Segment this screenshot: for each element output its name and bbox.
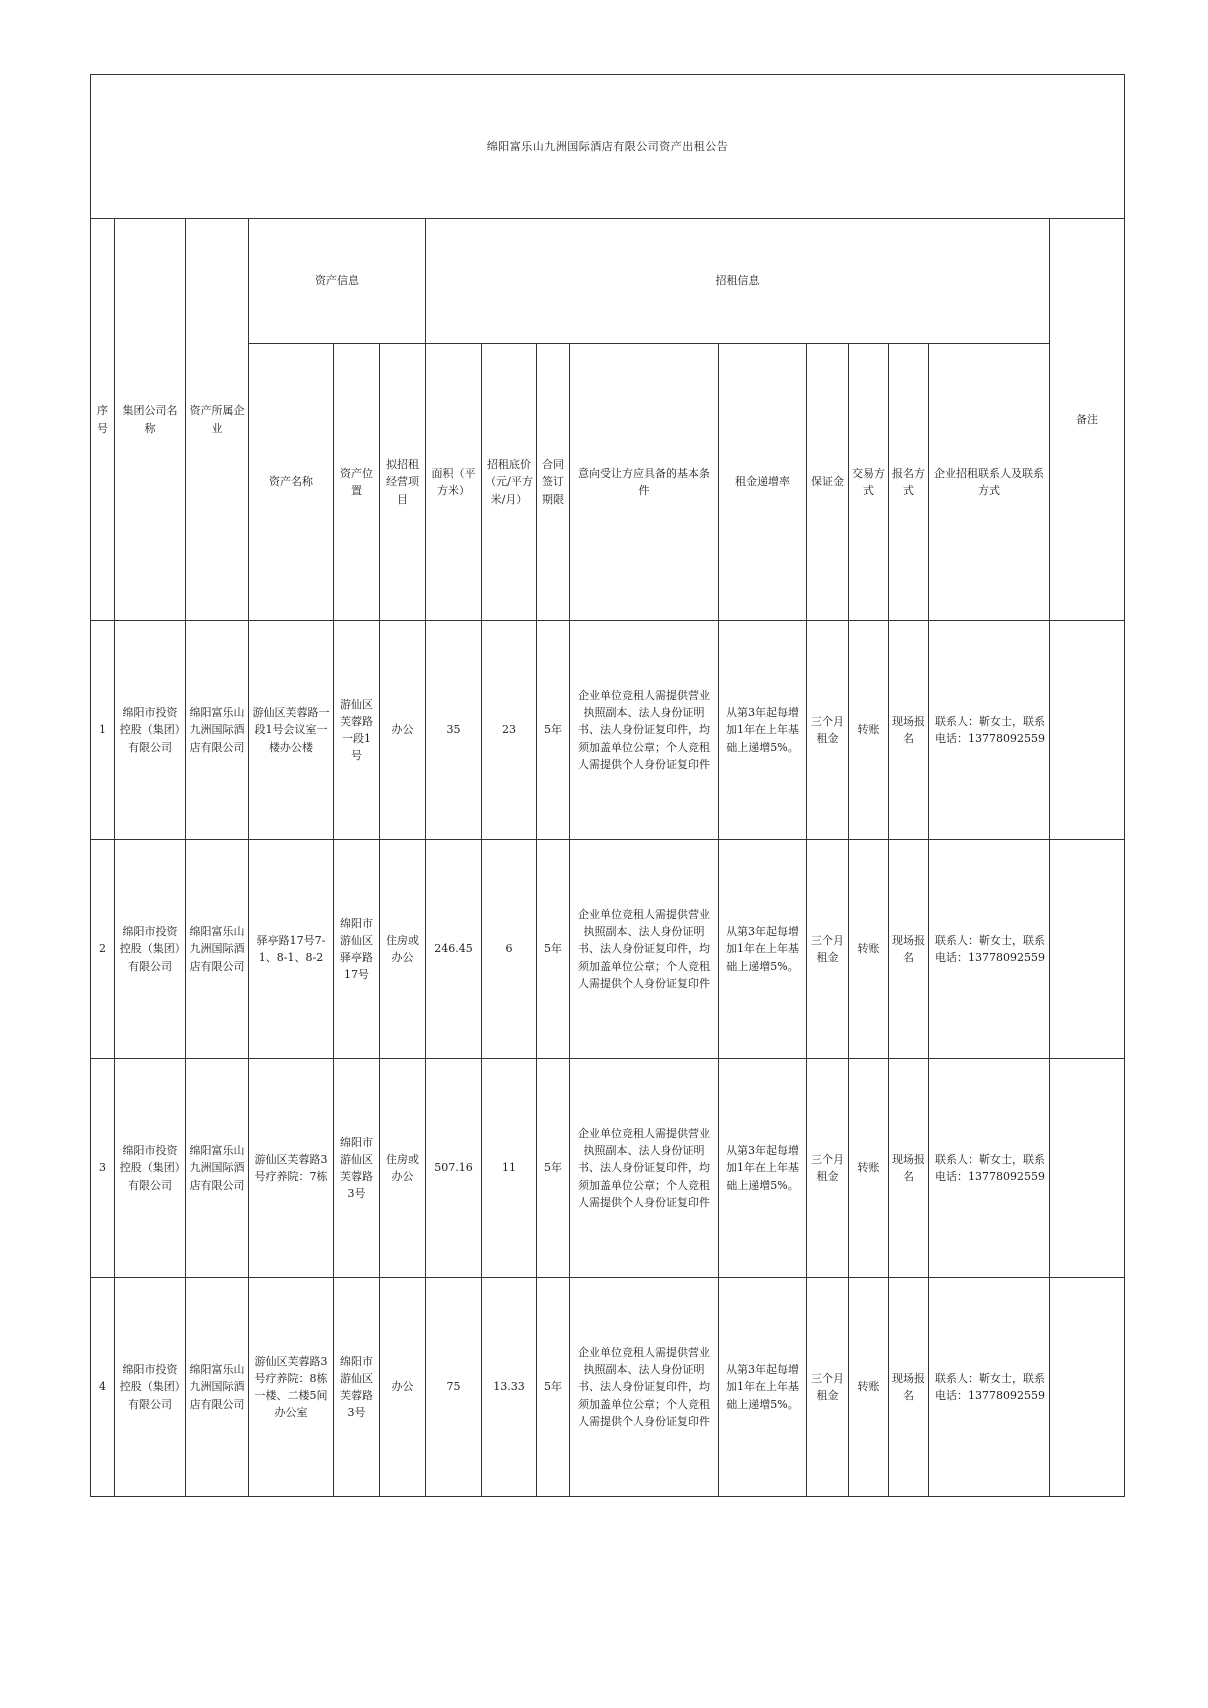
cell-remark (1050, 1059, 1125, 1278)
cell-owner: 绵阳富乐山九洲国际酒店有限公司 (186, 1278, 249, 1497)
cell-asset-name: 游仙区芙蓉路一段1号会议室一楼办公楼 (249, 621, 334, 840)
header-increase: 租金递增率 (719, 344, 807, 621)
header-asset-info: 资产信息 (249, 219, 426, 344)
cell-term: 5年 (537, 840, 570, 1059)
cell-deposit: 三个月租金 (807, 1059, 849, 1278)
cell-price: 23 (482, 621, 537, 840)
header-area: 面积（平方米） (426, 344, 482, 621)
header-rent-info: 招租信息 (426, 219, 1050, 344)
header-remark: 备注 (1050, 219, 1125, 621)
header-group-company: 集团公司名称 (115, 219, 186, 621)
cell-increase: 从第3年起每增加1年在上年基础上递增5%。 (719, 840, 807, 1059)
cell-area: 35 (426, 621, 482, 840)
header-asset-name: 资产名称 (249, 344, 334, 621)
header-trade: 交易方式 (849, 344, 889, 621)
cell-location: 绵阳市游仙区芙蓉路3号 (334, 1278, 380, 1497)
cell-increase: 从第3年起每增加1年在上年基础上递增5%。 (719, 621, 807, 840)
cell-remark (1050, 1278, 1125, 1497)
cell-conditions: 企业单位竞租人需提供营业执照副本、法人身份证明书、法人身份证复印件，均须加盖单位公章；个人竞租人需提供个人身份证复印件 (570, 840, 719, 1059)
cell-deposit: 三个月租金 (807, 1278, 849, 1497)
header-seq: 序号 (91, 219, 115, 621)
header-term: 合同签订期限 (537, 344, 570, 621)
cell-area: 75 (426, 1278, 482, 1497)
header-signup: 报名方式 (889, 344, 929, 621)
cell-signup: 现场报名 (889, 1059, 929, 1278)
cell-increase: 从第3年起每增加1年在上年基础上递增5%。 (719, 1278, 807, 1497)
cell-asset-name: 游仙区芙蓉路3号疗养院：7栋 (249, 1059, 334, 1278)
cell-owner: 绵阳富乐山九洲国际酒店有限公司 (186, 621, 249, 840)
cell-price: 13.33 (482, 1278, 537, 1497)
cell-location: 游仙区芙蓉路一段1号 (334, 621, 380, 840)
header-business: 拟招租经营项目 (380, 344, 426, 621)
cell-seq: 3 (91, 1059, 115, 1278)
cell-group: 绵阳市投资控股（集团）有限公司 (115, 621, 186, 840)
cell-area: 246.45 (426, 840, 482, 1059)
cell-owner: 绵阳富乐山九洲国际酒店有限公司 (186, 1059, 249, 1278)
cell-remark (1050, 621, 1125, 840)
cell-term: 5年 (537, 1059, 570, 1278)
table-row (91, 621, 1125, 840)
header-owner-company: 资产所属企业 (186, 219, 249, 621)
header-asset-location: 资产位置 (334, 344, 380, 621)
cell-trade: 转账 (849, 621, 889, 840)
cell-business: 住房或办公 (380, 840, 426, 1059)
cell-area: 507.16 (426, 1059, 482, 1278)
cell-business: 办公 (380, 621, 426, 840)
cell-contact: 联系人：靳女士，联系电话：13778092559 (929, 621, 1050, 840)
cell-group: 绵阳市投资控股（集团）有限公司 (115, 1059, 186, 1278)
cell-remark (1050, 840, 1125, 1059)
table-row (91, 1278, 1125, 1497)
cell-seq: 2 (91, 840, 115, 1059)
cell-business: 办公 (380, 1278, 426, 1497)
cell-asset-name: 游仙区芙蓉路3号疗养院：8栋一楼、二楼5间办公室 (249, 1278, 334, 1497)
table-row (91, 1059, 1125, 1278)
cell-group: 绵阳市投资控股（集团）有限公司 (115, 1278, 186, 1497)
header-group-row (91, 219, 1125, 344)
cell-trade: 转账 (849, 1278, 889, 1497)
cell-price: 11 (482, 1059, 537, 1278)
header-base-price: 招租底价（元/平方米/月） (482, 344, 537, 621)
cell-asset-name: 驿亭路17号7-1、8-1、8-2 (249, 840, 334, 1059)
cell-term: 5年 (537, 621, 570, 840)
cell-contact: 联系人：靳女士，联系电话：13778092559 (929, 1278, 1050, 1497)
cell-deposit: 三个月租金 (807, 621, 849, 840)
cell-group: 绵阳市投资控股（集团）有限公司 (115, 840, 186, 1059)
cell-seq: 4 (91, 1278, 115, 1497)
cell-seq: 1 (91, 621, 115, 840)
cell-term: 5年 (537, 1278, 570, 1497)
header-deposit: 保证金 (807, 344, 849, 621)
cell-conditions: 企业单位竞租人需提供营业执照副本、法人身份证明书、法人身份证复印件，均须加盖单位公章；个人竞租人需提供个人身份证复印件 (570, 1278, 719, 1497)
cell-increase: 从第3年起每增加1年在上年基础上递增5%。 (719, 1059, 807, 1278)
cell-location: 绵阳市游仙区芙蓉路3号 (334, 1059, 380, 1278)
cell-deposit: 三个月租金 (807, 840, 849, 1059)
cell-trade: 转账 (849, 840, 889, 1059)
cell-signup: 现场报名 (889, 840, 929, 1059)
header-conditions: 意向受让方应具备的基本条件 (570, 344, 719, 621)
cell-signup: 现场报名 (889, 621, 929, 840)
rental-notice-table (90, 74, 1125, 1497)
cell-contact: 联系人：靳女士，联系电话：13778092559 (929, 840, 1050, 1059)
cell-trade: 转账 (849, 1059, 889, 1278)
cell-contact: 联系人：靳女士，联系电话：13778092559 (929, 1059, 1050, 1278)
title-row (91, 75, 1125, 219)
cell-signup: 现场报名 (889, 1278, 929, 1497)
table-row (91, 840, 1125, 1059)
cell-conditions: 企业单位竞租人需提供营业执照副本、法人身份证明书、法人身份证复印件，均须加盖单位公章；个人竞租人需提供个人身份证复印件 (570, 621, 719, 840)
cell-price: 6 (482, 840, 537, 1059)
cell-location: 绵阳市游仙区驿亭路17号 (334, 840, 380, 1059)
header-contact: 企业招租联系人及联系方式 (929, 344, 1050, 621)
notice-title: 绵阳富乐山九洲国际酒店有限公司资产出租公告 (91, 75, 1125, 219)
cell-business: 住房或办公 (380, 1059, 426, 1278)
cell-conditions: 企业单位竞租人需提供营业执照副本、法人身份证明书、法人身份证复印件，均须加盖单位公章；个人竞租人需提供个人身份证复印件 (570, 1059, 719, 1278)
cell-owner: 绵阳富乐山九洲国际酒店有限公司 (186, 840, 249, 1059)
